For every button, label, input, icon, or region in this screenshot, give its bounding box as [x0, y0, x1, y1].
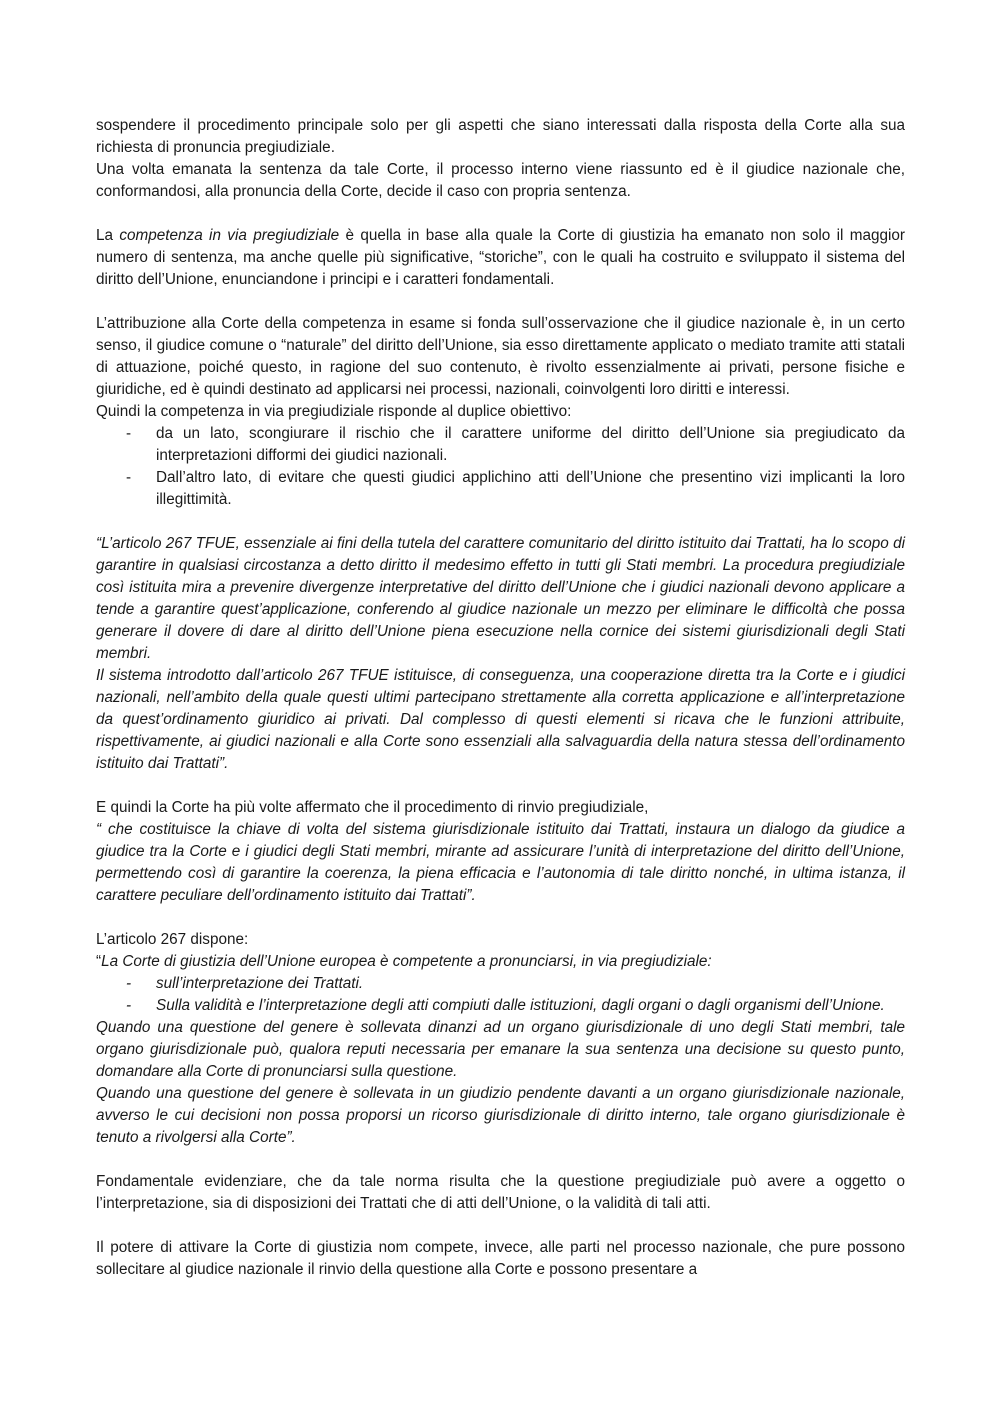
paragraph: E quindi la Corte ha più volte affermato che il procedimento di rinvio pregiudiziale, — [96, 799, 649, 816]
italic-text: La Corte di giustizia dell’Unione europea è competente a pronunciarsi, in via pregiudiziale: — [101, 953, 712, 970]
list-item: - sull’interpretazione dei Trattati. — [96, 973, 905, 995]
list-item: - da un lato, scongiurare il rischio che il carattere uniforme del diritto dell’Unione sia pregiudicato da interpretazioni difformi dei giudici nazionali. — [96, 423, 905, 467]
quote-paragraph: Quando una questione del genere è sollevata in un giudizio pendente davanti a un organo giurisdizionale nazionale, avverso le cui decisioni non possa proporsi un ricorso giurisdizionale di diritto interno, tale organo giurisdizionale è tenuto a rivolgersi alla Corte”. — [96, 1085, 905, 1146]
paragraph — [96, 225, 905, 291]
article-list — [96, 973, 905, 1017]
list-item: - Sulla validità e l’interpretazione degli atti compiuti dalle istituzioni, dagli organi o dagli organismi dell’Unione. — [96, 995, 905, 1017]
quote-paragraph: Quando una questione del genere è sollevata dinanzi ad un organo giurisdizionale di uno degli Stati membri, tale organo giurisdizionale può, qualora reputi necessaria per emanare la sua sentenza una decisione su questo punto, domandare alla Corte di pronunciarsi sulla questione. — [96, 1019, 905, 1080]
paragraph: Quindi la competenza in via pregiudiziale risponde al duplice obiettivo: — [96, 403, 572, 420]
document-page — [96, 115, 905, 1281]
objective-list — [96, 423, 905, 511]
quote-paragraph: Il sistema introdotto dall’articolo 267 TFUE istituisce, di conseguenza, una cooperazione diretta tra la Corte e i giudici nazionali, nell’ambito della quale questi ultimi partecipano strettamente alla corretta applicazione e all’interpretazione da quest’ordinamento giuridico ai privati. Dal complesso di questi elementi si ricava che le funzioni attribuite, rispettivamente, ai giudici nazionali e alla Corte sono essenziali alla salvaguardia della natura stessa dell’ordinamento istituito dai Trattati”. — [96, 667, 905, 772]
paragraph: Fondamentale evidenziare, che da tale norma risulta che la questione pregiudiziale può avere a oggetto o l’interpretazione, sia di disposizioni dei Trattati che di atti dell’Unione, o la validità di tali atti. — [96, 1173, 905, 1212]
text-run: “ — [96, 953, 102, 970]
paragraph: L’attribuzione alla Corte della competenza in esame si fonda sull’osservazione che il giudice nazionale è, in un certo senso, il giudice comune o “naturale” del diritto dell’Unione, sia esso direttamente applicato o mediato tramite atti statali di attuazione, poiché questo, in ragione del suo contenuto, è rivolto essenzialmente ai privati, persone fisiche e giuridiche, ed è quindi destinato ad applicarsi nei processi, nazionali, coinvolgenti loro diritti e interessi. — [96, 315, 905, 398]
text-run: La — [96, 227, 120, 244]
text-run: è quella in base alla quale la Corte di giustizia ha emanato non solo il maggior numero di sentenza, ma anche quelle più significative, “storiche”, con le quali ha costruito e sviluppato il sistema del diritto dell’Unione, enunciandone i principi e i caratteri fondamentali. — [96, 227, 906, 288]
quote-paragraph — [96, 951, 905, 973]
list-item: - Dall’altro lato, di evitare che questi giudici applichino atti dell’Unione che presentino vizi implicanti la loro illegittimità. — [96, 467, 905, 511]
paragraph: Una volta emanata la sentenza da tale Corte, il processo interno viene riassunto ed è il giudice nazionale che, conformandosi, alla pronuncia della Corte, decide il caso con propria sentenza. — [96, 161, 905, 200]
paragraph: sospendere il procedimento principale solo per gli aspetti che siano interessati dalla risposta della Corte alla sua richiesta di pronuncia pregiudiziale. — [96, 117, 905, 156]
paragraph: L’articolo 267 dispone: — [96, 931, 249, 948]
quote-paragraph: “L’articolo 267 TFUE, essenziale ai fini della tutela del carattere comunitario del diritto istituito dai Trattati, ha lo scopo di garantire in qualsiasi circostanza a detto diritto il medesimo effetto in tutti gli Stati membri. La procedura pregiudiziale così istituita mira a prevenire divergenze interpretative del diritto dell’Unione che i giudici nazionali devono applicare a tende a garantire quest’applicazione, conferendo al giudice nazionale un mezzo per eliminare le difficoltà che possa generare il dovere di dare al diritto dell’Unione piena esecuzione nella cornice dei sistemi giurisdizionali degli Stati membri. — [96, 535, 905, 662]
paragraph: Il potere di attivare la Corte di giustizia nom compete, invece, alle parti nel processo nazionale, che pure possono sollecitare al giudice nazionale il rinvio della questione alla Corte e possono presentare a — [96, 1239, 905, 1278]
italic-term: competenza in via pregiudiziale — [119, 227, 340, 244]
quote-paragraph: “ che costituisce la chiave di volta del sistema giurisdizionale istituito dai Trattati, instaura un dialogo da giudice a giudice tra la Corte e i giudici degli Stati membri, mirante ad assicurare l’unità di interpretazione del diritto dell’Unione, permettendo così di garantire la coerenza, la piena efficacia e l’autonomia di tale diritto nonché, in ultima istanza, il carattere peculiare dell’ordinamento istituito dai Trattati”. — [96, 821, 905, 904]
